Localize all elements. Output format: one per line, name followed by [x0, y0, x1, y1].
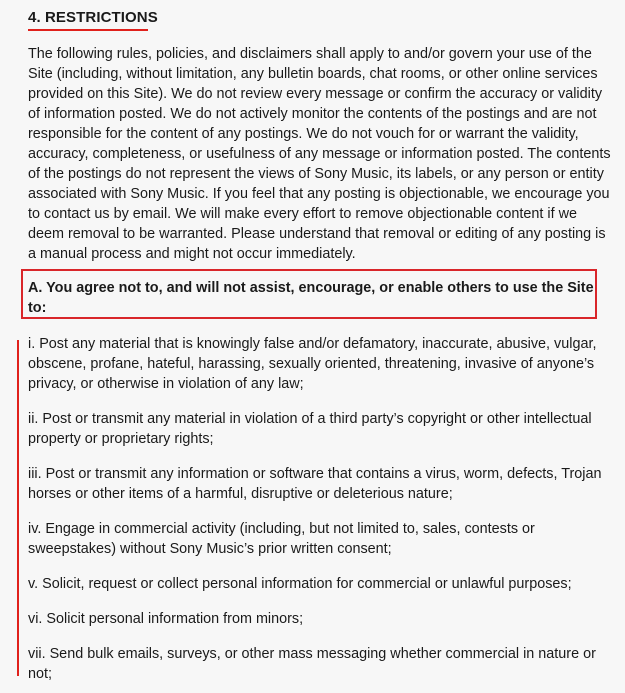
restriction-item-ii: ii. Post or transmit any material in violation of a third party’s copyright or other intellectual property or proprietary rights; — [28, 411, 592, 447]
list-margin-bar — [17, 340, 19, 676]
intro-paragraph: The following rules, policies, and disclaimers shall apply to and/or govern your use of the Site (including, without limitation, any bulletin boards, chat rooms, or other online services provided on this Site). We do not review every message or confirm the accuracy or validity of information posted. We do not actively monitor the contents of the postings and are not responsible for the content of any postings. We do not vouch for or warrant the validity, accuracy, completeness, or usefulness of any message or information posted. The contents of the postings do not represent the views of Sony Music, its labels, or any person or entity associated with Sony Music. If you feel that any posting is objectionable, we encourage you to contact us by email. We will make every effort to remove objectionable content if we deem removal to be warranted. Please understand that removal or editing of any posting is a manual process and might not occur immediately. — [28, 46, 611, 262]
section-heading: 4. RESTRICTIONS — [28, 9, 158, 26]
restriction-item-v: v. Solicit, request or collect personal information for commercial or unlawful purposes; — [28, 576, 572, 592]
restriction-item-vi: vi. Solicit personal information from minors; — [28, 611, 304, 627]
restriction-item-iv: iv. Engage in commercial activity (including, but not limited to, sales, contests or sweepstakes) without Sony Music’s prior written consent; — [28, 521, 535, 557]
heading-underline — [28, 29, 148, 31]
restriction-item-iii: iii. Post or transmit any information or software that contains a virus, worm, defects, Trojan horses or other items of a harmful, disruptive or deleterious nature; — [28, 466, 602, 502]
agreement-heading: A. You agree not to, and will not assist, encourage, or enable others to use the Site to: — [28, 280, 594, 316]
restriction-item-i: i. Post any material that is knowingly false and/or defamatory, inaccurate, abusive, vulgar, obscene, profane, hateful, harassing, sexually oriented, threatening, invasive of anyone’s privacy, or otherwise in violation of any law; — [28, 336, 597, 392]
restriction-item-vii: vii. Send bulk emails, surveys, or other mass messaging whether commercial in nature or not; — [28, 646, 596, 682]
